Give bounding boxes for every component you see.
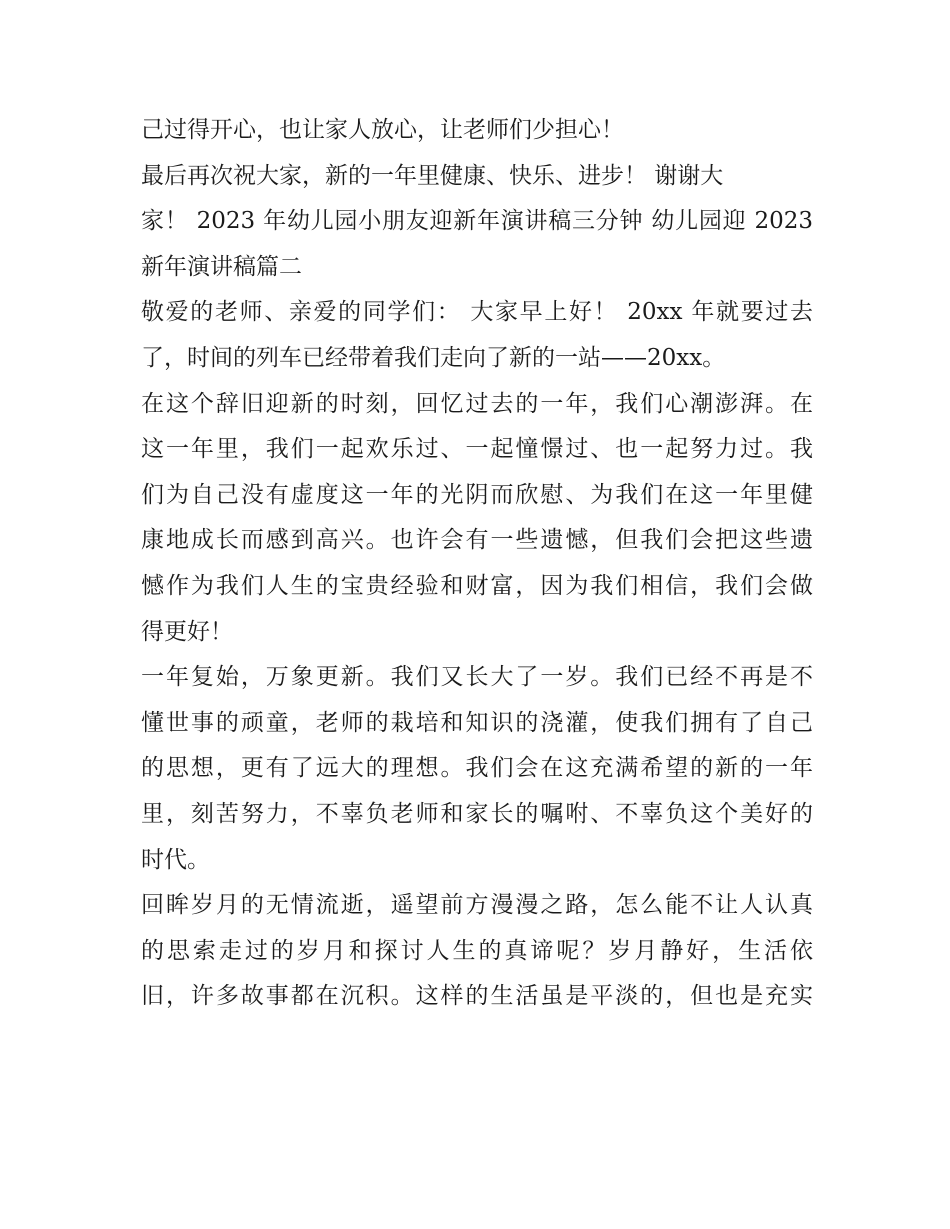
text-line: 敬爱的老师、亲爱的同学们： 大家早上好！ 20xx 年就要过去 xyxy=(141,299,813,326)
text-line: 回眸岁月的无情流逝，遥望前方漫漫之路，怎么能不让人认真 xyxy=(141,892,813,919)
text-line: 康地成长而感到高兴。也许会有一些遗憾，但我们会把这些遗 xyxy=(141,527,813,554)
text-line: 憾作为我们人生的宝贵经验和财富，因为我们相信，我们会做 xyxy=(141,572,813,599)
text-line: 得更好！ xyxy=(141,618,233,645)
text-line: 的思想，更有了远大的理想。我们会在这充满希望的新的一年 xyxy=(141,755,813,782)
text-line: 最后再次祝大家，新的一年里健康、快乐、进步！ 谢谢大 xyxy=(141,162,724,189)
text-line: 里，刻苦努力，不辜负老师和家长的嘱咐、不辜负这个美好的 xyxy=(141,800,813,827)
document-body xyxy=(141,108,813,1020)
text-line: 这一年里，我们一起欢乐过、一起憧憬过、也一起努力过。我 xyxy=(141,436,813,463)
text-line: 时代。 xyxy=(141,846,210,873)
text-line: 己过得开心，也让家人放心，让老师们少担心！ xyxy=(141,117,624,143)
text-line: 了，时间的列车已经带着我们走向了新的一站——20xx。 xyxy=(141,344,726,371)
text-line: 家！ 2023 年幼儿园小朋友迎新年演讲稿三分钟 幼儿园迎 2023 xyxy=(141,208,813,235)
text-line: 旧，许多故事都在沉积。这样的生活虽是平淡的，但也是充实 xyxy=(141,983,813,1010)
text-line: 懂世事的顽童，老师的栽培和知识的浇灌，使我们拥有了自己 xyxy=(141,709,813,736)
text-line: 新年演讲稿篇二 xyxy=(141,253,302,280)
text-line: 一年复始，万象更新。我们又长大了一岁。我们已经不再是不 xyxy=(141,664,813,691)
text-line: 的思索走过的岁月和探讨人生的真谛呢？岁月静好，生活依 xyxy=(141,937,813,964)
text-line: 们为自己没有虚度这一年的光阴而欣慰、为我们在这一年里健 xyxy=(141,481,813,508)
text-line: 在这个辞旧迎新的时刻，回忆过去的一年，我们心潮澎湃。在 xyxy=(141,390,813,417)
